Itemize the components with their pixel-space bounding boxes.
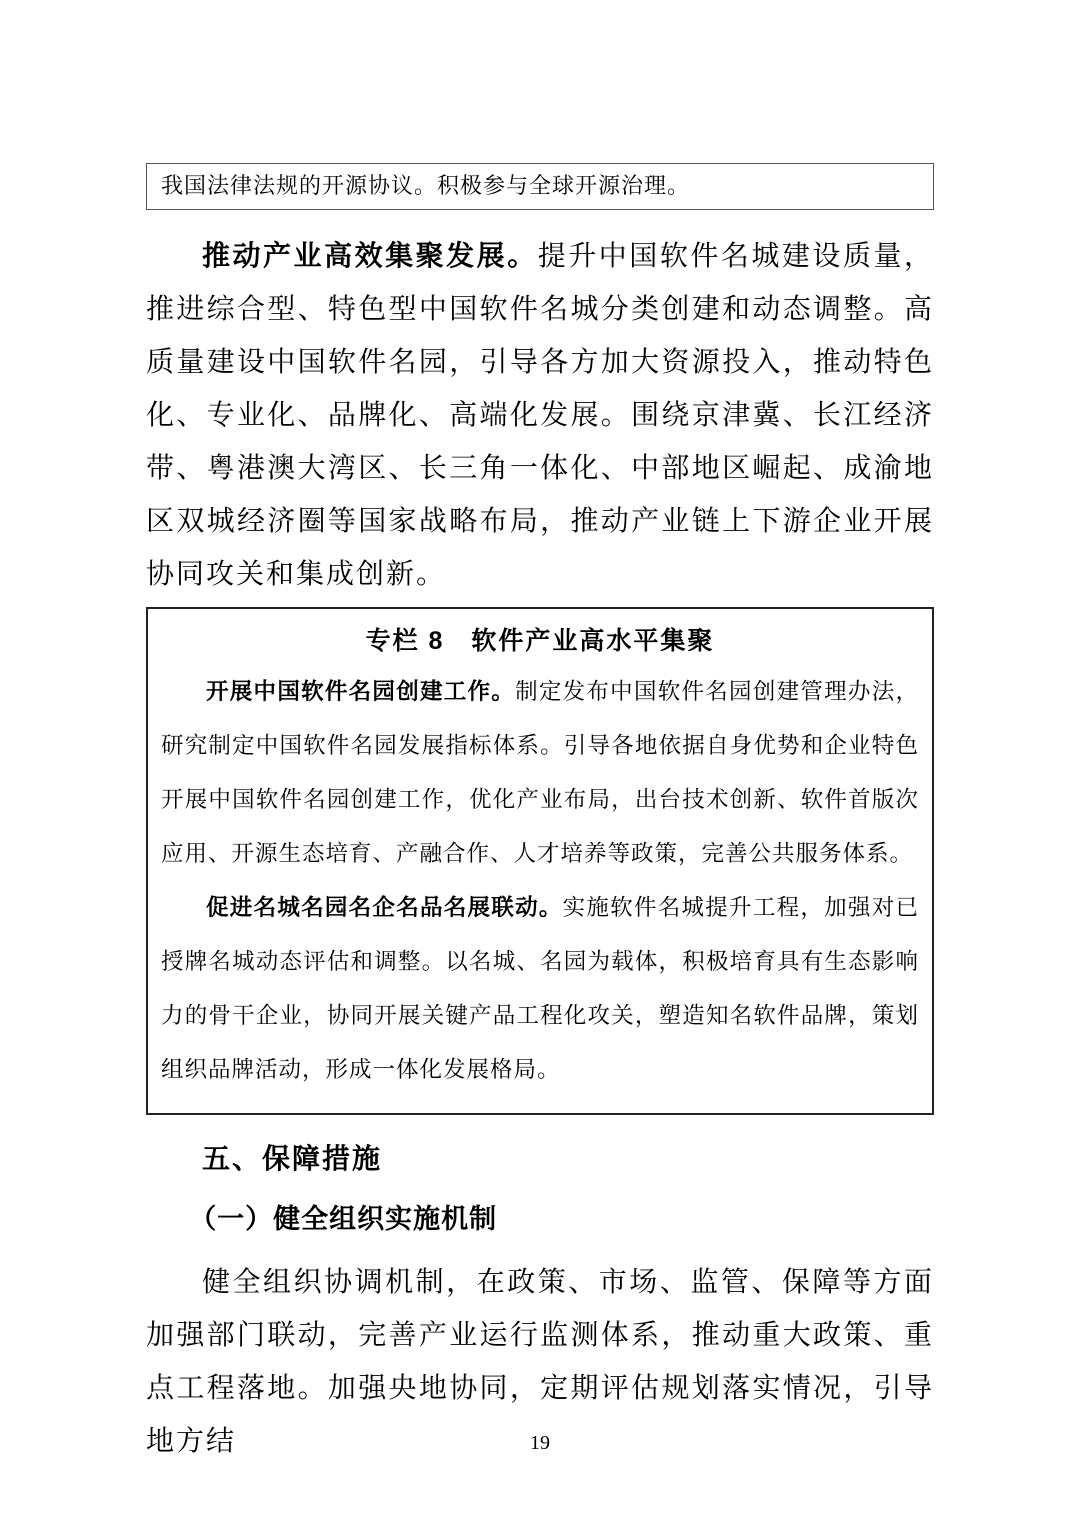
column-box-paragraph-2-body: 实施软件名城提升工程，加强对已授牌名城动态评估和调整。以名城、名园为载体，积极培育具有生态影响力的骨干企业，协同开展关键产品工程化攻关，塑造知名软件品牌，策划组织品牌活动，形成一体化发展格局。 [161, 895, 919, 1082]
paragraph-guarantee-body: 健全组织协调机制，在政策、市场、监管、保障等方面加强部门联动，完善产业运行监测体系，推动重大政策、重点工程落地。加强央地协同，定期评估规划落实情况，引导地方结 [146, 1267, 934, 1457]
column-box-paragraph-2 [161, 881, 919, 1097]
section-heading-5: 五、保障措施 [202, 1143, 383, 1174]
page-number: 19 [530, 1432, 550, 1454]
paragraph-industry-cluster-lead: 推动产业高效集聚发展。 [202, 240, 538, 271]
column-box-8 [146, 607, 934, 1115]
sub-heading-5-1: （一）健全组织实施机制 [189, 1204, 498, 1234]
carryover-box-text: 我国法律法规的开源协议。积极参与全球开源治理。 [161, 173, 691, 198]
column-box-title: 专栏 8 软件产业高水平集聚 [365, 627, 715, 655]
column-box-paragraph-1-body: 制定发布中国软件名园创建管理办法，研究制定中国软件名园发展指标体系。引导各地依据自身优势和企业特色开展中国软件名园创建工作，优化产业布局，出台技术创新、软件首版次应用、开源生态培育、产融合作、人才培养等政策，完善公共服务体系。 [161, 679, 919, 866]
column-box-paragraph-1 [161, 665, 919, 881]
paragraph-industry-cluster [146, 229, 934, 601]
column-box-paragraph-2-lead: 促进名城名园名企名品名展联动。 [206, 895, 563, 920]
column-box-paragraph-1-lead: 开展中国软件名园创建工作。 [206, 679, 516, 704]
paragraph-industry-cluster-body: 提升中国软件名城建设质量，推进综合型、特色型中国软件名城分类创建和动态调整。高质量建设中国软件名园，引导各方加大资源投入，推动特色化、专业化、品牌化、高端化发展。围绕京津冀、长江经济带、粤港澳大湾区、长三角一体化、中部地区崛起、成渝地区双城经济圈等国家战略布局，推动产业链上下游企业开展协同攻关和集成创新。 [146, 241, 934, 590]
carryover-box [146, 163, 934, 210]
